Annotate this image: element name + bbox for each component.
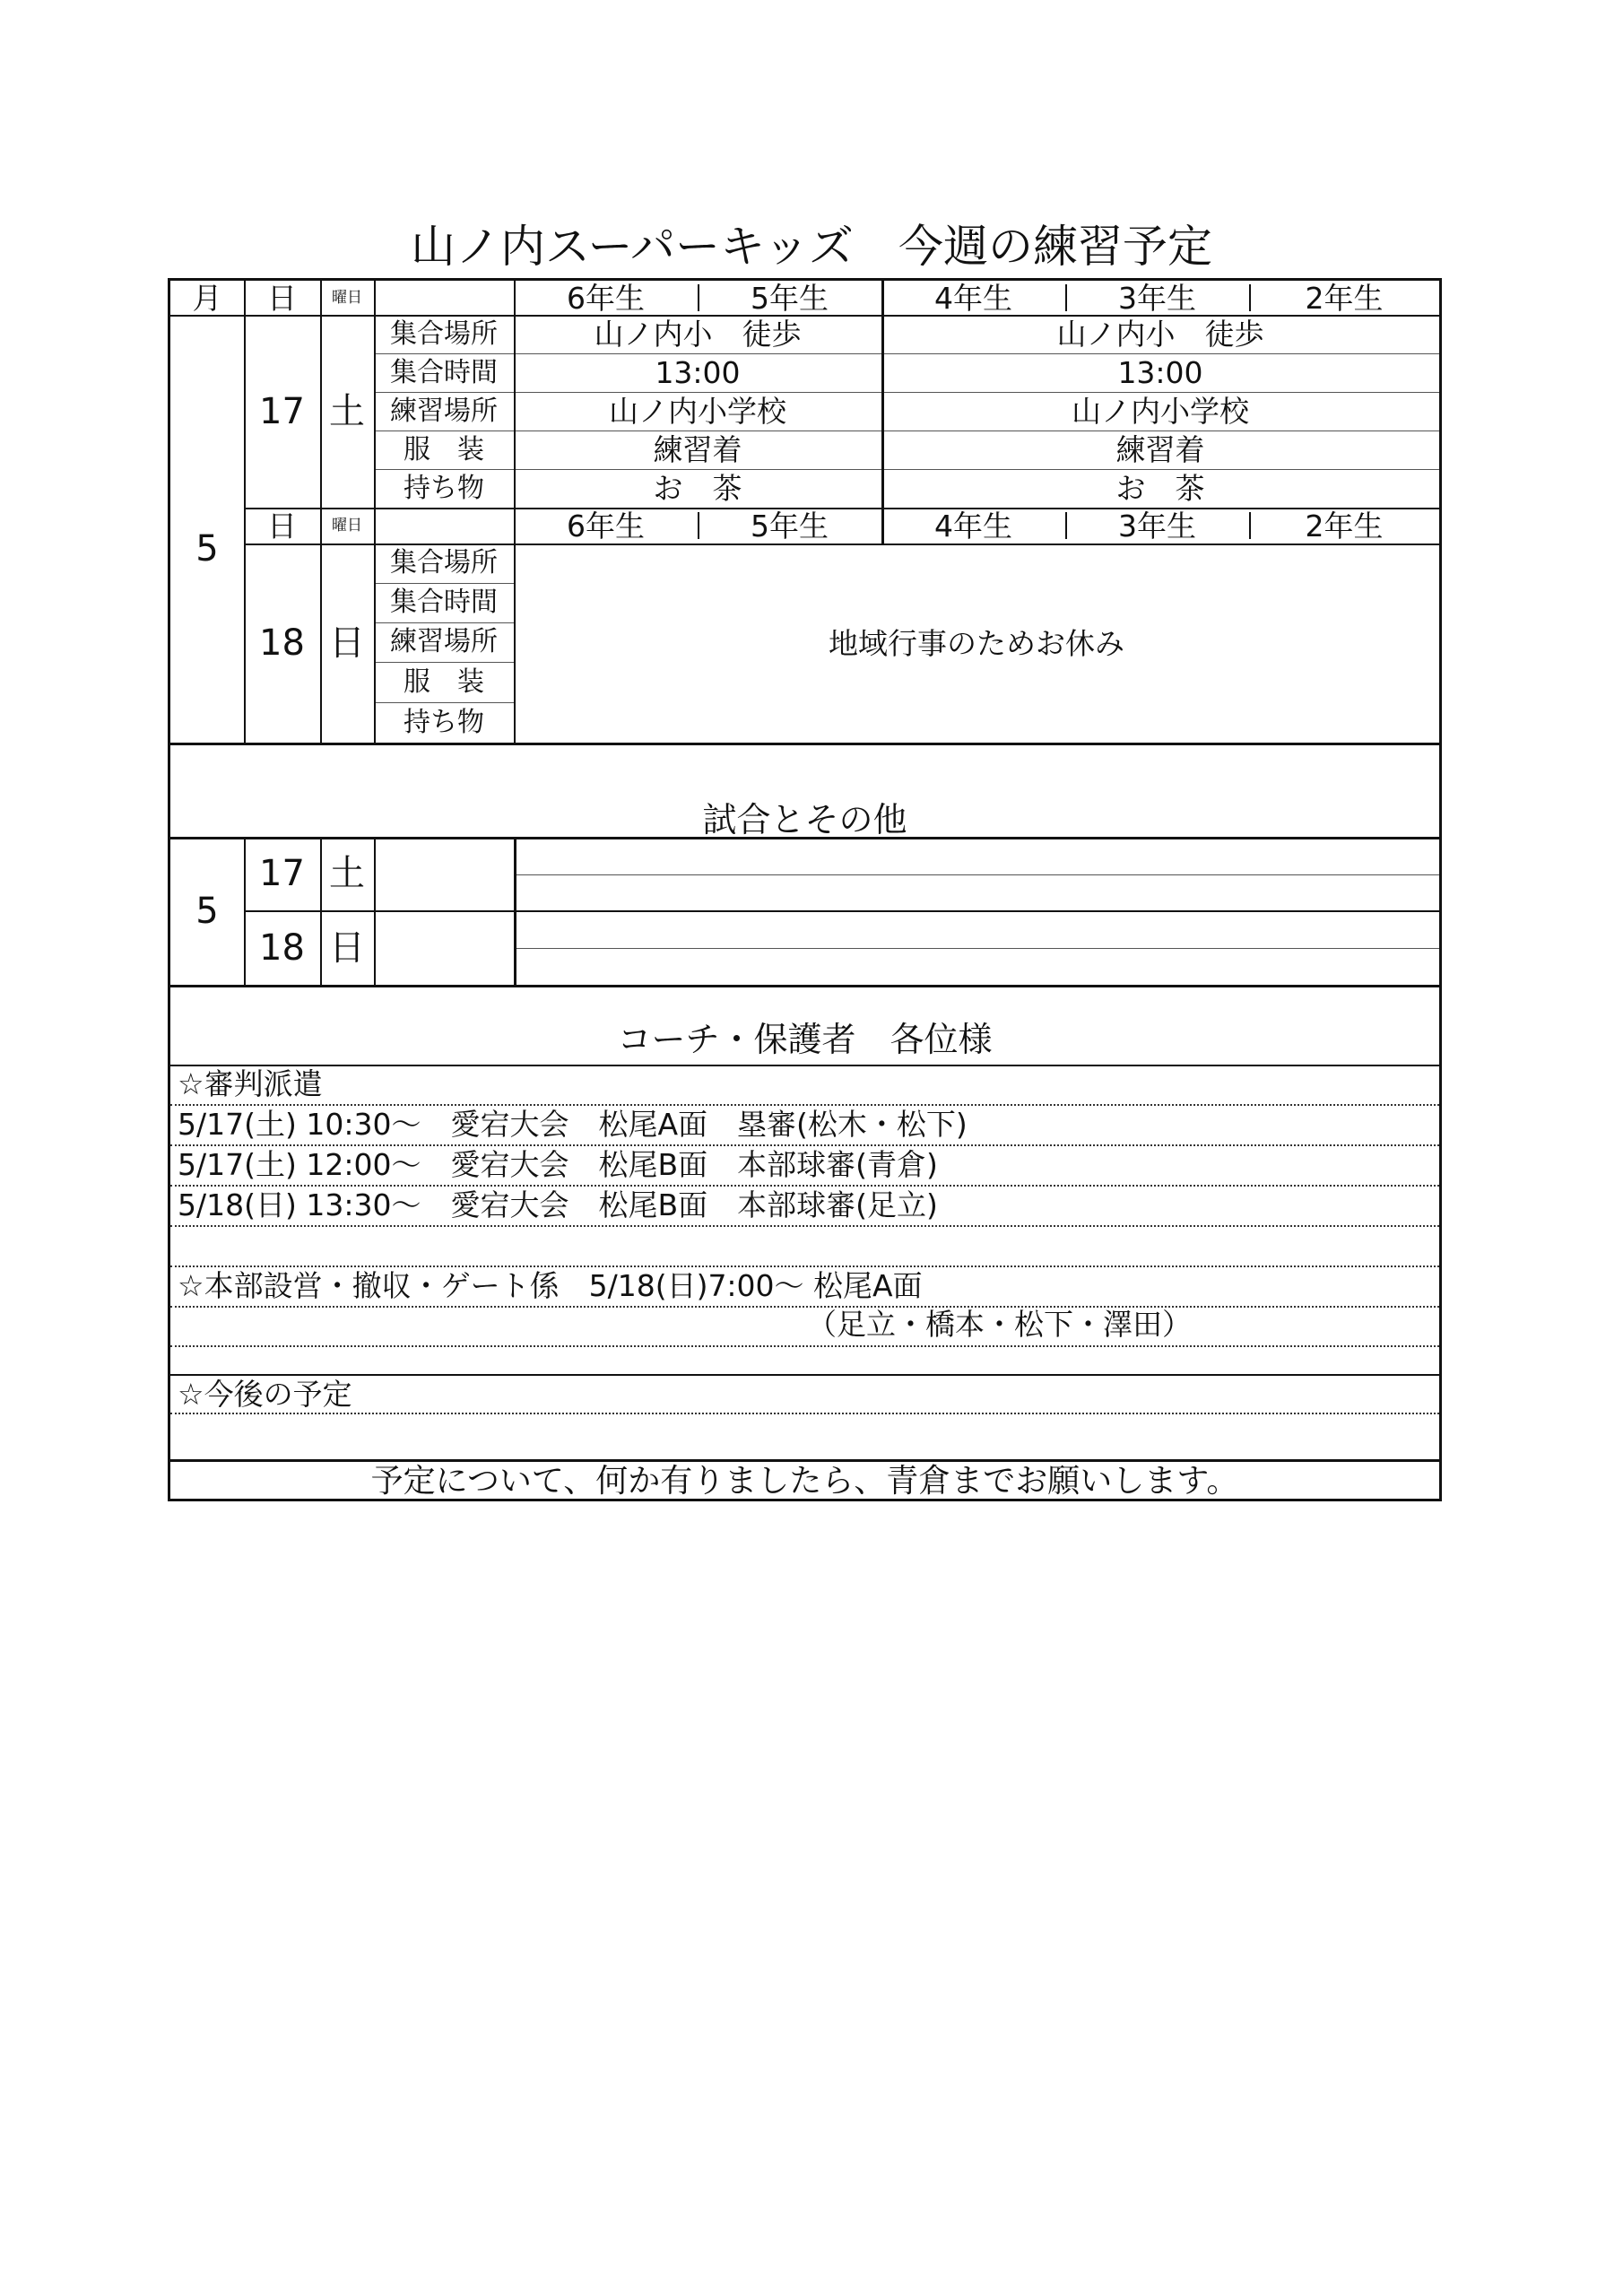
grid-line (374, 702, 514, 703)
grid-line (170, 743, 1439, 745)
grid-line (514, 837, 516, 985)
day2-weekday: 日 (329, 622, 365, 664)
games-day-18: 18 (259, 926, 305, 969)
future-title: ☆今後の予定 (178, 1377, 352, 1412)
umpire-line-2: 5/17(土) 12:00～ 愛宕大会 松尾B面 本部球審(青倉) (178, 1147, 938, 1182)
dotted-line (170, 1144, 1439, 1146)
day2-note: 地域行事のためお休み (829, 625, 1124, 661)
dotted-line (170, 1345, 1439, 1347)
grid-line (170, 837, 1439, 839)
grid-line (698, 512, 699, 539)
day2-day: 18 (259, 622, 305, 664)
dotted-line (170, 1265, 1439, 1267)
grid-line (374, 430, 1439, 431)
grid-line (374, 583, 514, 584)
day2-label-practice-place: 練習場所 (390, 626, 498, 657)
label-meeting-place: 集合場所 (390, 317, 498, 350)
day2-label-belongings: 持ち物 (404, 706, 484, 738)
grid-line (881, 281, 884, 508)
setup-members: （足立・橋本・松下・澤田） (807, 1307, 1192, 1342)
games-month: 5 (195, 890, 219, 932)
day2-label-clothing: 服 装 (404, 665, 484, 698)
day1-b-belongings: お 茶 (1115, 471, 1205, 506)
footer-message: 予定について、何か有りましたら、青倉までお願いします。 (370, 1463, 1239, 1500)
schedule-sheet (168, 278, 1442, 1501)
label-belongings: 持ち物 (404, 472, 484, 504)
grid-line (374, 281, 376, 743)
grid-line (170, 315, 1439, 317)
grid-line (514, 874, 1439, 875)
day1-a-belongings: お 茶 (653, 471, 742, 506)
grid-line (514, 281, 516, 743)
grid-line (320, 281, 322, 743)
day1-b-clothing: 練習着 (1115, 432, 1205, 467)
grade-2-header: 2年生 (1305, 280, 1384, 316)
grade-6-header: 6年生 (567, 280, 645, 316)
grid-line (698, 284, 699, 311)
day2-grade-3-header: 3年生 (1118, 508, 1196, 544)
day2-grade-5-header: 5年生 (751, 508, 829, 544)
grade-4-header: 4年生 (934, 280, 1012, 316)
page-title: 山ノ内スーパーキッズ 今週の練習予定 (411, 221, 1212, 273)
grid-line (244, 281, 246, 315)
grid-line (374, 392, 1439, 393)
grid-line (374, 837, 376, 985)
day-header: 日 (267, 280, 297, 316)
games-heading: 試合とその他 (702, 800, 907, 839)
day1-day: 17 (259, 390, 305, 432)
grid-line (1249, 284, 1251, 311)
day1-weekday: 土 (329, 390, 365, 432)
day2-grade-6-header: 6年生 (567, 508, 645, 544)
grade-5-header: 5年生 (751, 280, 829, 316)
grid-line (1065, 284, 1067, 311)
games-day-17: 17 (259, 853, 305, 894)
dotted-line (170, 1225, 1439, 1227)
day1-a-meeting-time: 13:00 (655, 355, 741, 390)
label-clothing: 服 装 (404, 433, 484, 465)
day1-a-practice-place: 山ノ内小学校 (609, 394, 786, 429)
umpire-title: ☆審判派遣 (178, 1066, 323, 1101)
grid-line (170, 1065, 1439, 1066)
games-weekday-17: 土 (329, 853, 365, 894)
label-meeting-time: 集合時間 (390, 356, 498, 388)
umpire-line-1: 5/17(土) 10:30～ 愛宕大会 松尾A面 塁審(松木・松下) (178, 1107, 968, 1142)
dotted-line (170, 1306, 1439, 1308)
grid-line (514, 948, 1439, 949)
day2-label-meeting-place: 集合場所 (390, 547, 498, 578)
month-header: 月 (192, 280, 222, 316)
day1-a-meeting-place: 山ノ内小 徒歩 (594, 317, 802, 352)
day2-weekday-header: 曜日 (332, 516, 362, 535)
notice-heading: コーチ・保護者 各位様 (617, 1020, 993, 1059)
grid-line (170, 985, 1439, 987)
dotted-line (170, 1185, 1439, 1187)
grid-line (244, 508, 1439, 509)
grid-line (374, 469, 1439, 470)
grid-line (1249, 512, 1251, 539)
grid-line (244, 910, 1439, 912)
grid-line (374, 353, 1439, 354)
grid-line (244, 837, 246, 985)
day2-grade-2-header: 2年生 (1305, 508, 1384, 544)
grid-line (244, 544, 1439, 545)
games-weekday-18: 日 (329, 926, 365, 969)
weekday-header: 曜日 (332, 288, 362, 307)
grid-line (320, 837, 322, 985)
grid-line (374, 662, 514, 663)
dotted-line (170, 1413, 1439, 1414)
grid-line (170, 1374, 1439, 1376)
grid-line (244, 315, 246, 743)
day1-a-clothing: 練習着 (653, 432, 742, 467)
dotted-line (170, 1104, 1439, 1106)
grid-line (881, 508, 884, 544)
day1-b-practice-place: 山ノ内小学校 (1072, 394, 1249, 429)
grade-3-header: 3年生 (1118, 280, 1196, 316)
day1-b-meeting-time: 13:00 (1117, 355, 1203, 390)
label-practice-place: 練習場所 (390, 395, 498, 427)
grid-line (374, 622, 514, 623)
umpire-line-3: 5/18(日) 13:30～ 愛宕大会 松尾B面 本部球審(足立) (178, 1187, 938, 1222)
setup-title: ☆本部設営・撤収・ゲート係 5/18(日)7:00～ 松尾A面 (178, 1268, 923, 1303)
day1-b-meeting-place: 山ノ内小 徒歩 (1056, 317, 1264, 352)
day2-day-header: 日 (267, 508, 297, 544)
grid-line (1065, 512, 1067, 539)
day2-grade-4-header: 4年生 (934, 508, 1012, 544)
grid-line (170, 1459, 1439, 1462)
day2-label-meeting-time: 集合時間 (390, 587, 498, 618)
month-value: 5 (195, 528, 219, 570)
